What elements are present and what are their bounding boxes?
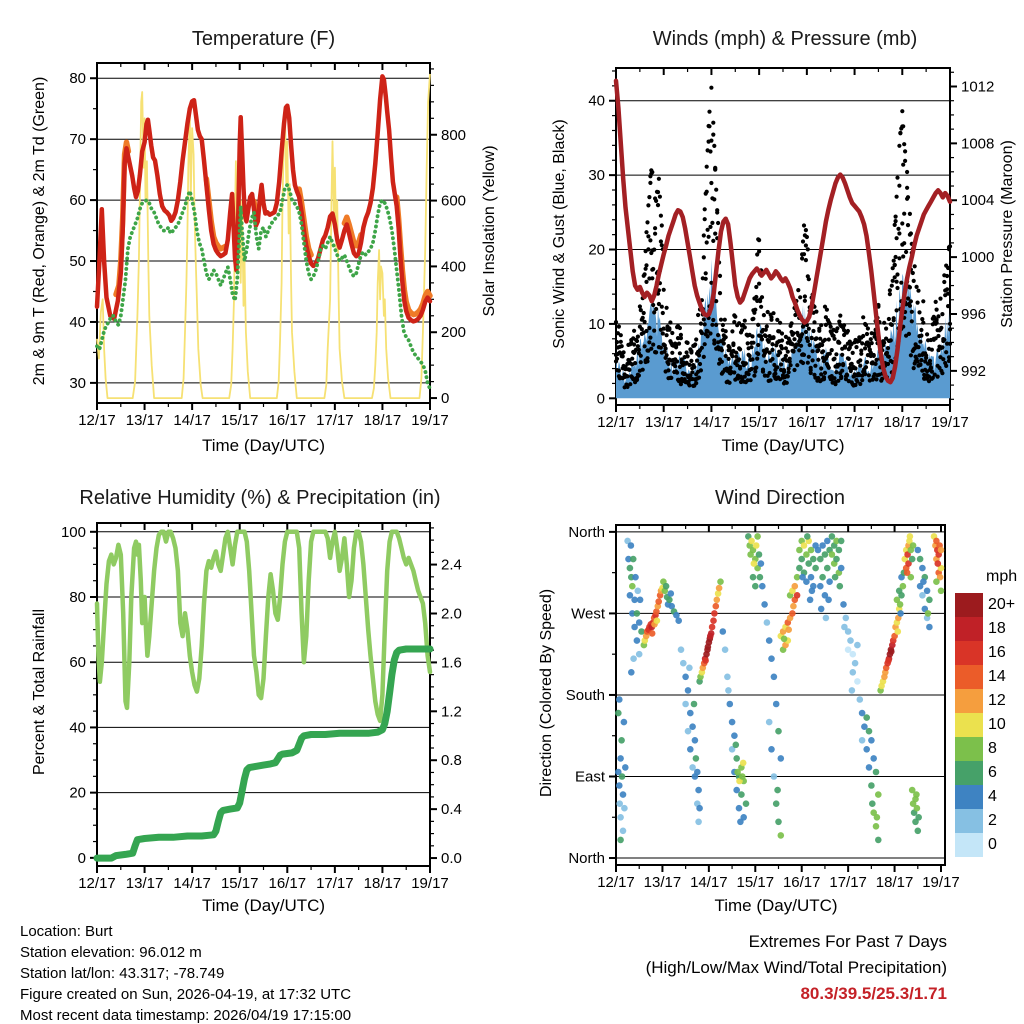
- y-tick-label: 30: [69, 374, 86, 392]
- x-tick-label: 19/17: [411, 875, 449, 892]
- y-tick-label: 1008: [961, 135, 995, 153]
- y-tick-label: 600: [441, 192, 467, 210]
- station-metadata: [20, 921, 351, 1024]
- figure-created-timestamp: Figure created on Sun, 2026-04-19, at 17:32 UTC: [20, 986, 352, 1003]
- y-axis-label-direction-left: Direction (Colored By Speed): [538, 588, 555, 798]
- recent-data-timestamp: Most recent data timestamp: 2026/04/19 17:15:00: [20, 1007, 352, 1024]
- x-tick-label: 13/17: [125, 875, 164, 892]
- y-tick-label: 200: [441, 324, 467, 342]
- x-tick-label: 16/17: [268, 875, 307, 892]
- y-tick-label: 30: [588, 167, 605, 185]
- y-tick-label: 20: [69, 784, 86, 802]
- colorbar-units-label: mph: [986, 568, 1018, 585]
- y-axis-label-wind-left: Sonic Wind & Gust (Blue, Black): [551, 119, 568, 349]
- colorbar-cell: [955, 617, 983, 641]
- y-tick-label: 40: [69, 719, 86, 737]
- y-tick-label: 0: [77, 849, 86, 867]
- y-tick-label: 10: [588, 315, 605, 333]
- extremes-block: [555, 929, 947, 1007]
- x-tick-label: 16/17: [782, 874, 821, 891]
- y-tick-label: 0.8: [441, 752, 462, 770]
- extremes-subtitle: (High/Low/Max Wind/Total Precipitation): [645, 958, 947, 977]
- y-tick-label: 1004: [961, 192, 995, 210]
- x-tick-label: 14/17: [173, 412, 211, 429]
- y-tick-label: 40: [69, 313, 86, 331]
- colorbar-cell: [955, 713, 983, 737]
- x-tick-label: 16/17: [268, 412, 307, 429]
- colorbar-cell: [955, 809, 983, 833]
- colorbar-bin-label: 18: [988, 620, 1006, 637]
- y-tick-label: 100: [60, 523, 86, 541]
- x-tick-label: 12/17: [597, 414, 635, 431]
- wind-direction-dots: [615, 533, 944, 843]
- x-tick-label: 18/17: [363, 875, 402, 892]
- y-tick-label: 996: [961, 305, 987, 323]
- humidity-line: [97, 532, 430, 721]
- x-axis-label-temperature: Time (Day/UTC): [201, 436, 326, 455]
- x-tick-label: 17/17: [835, 414, 874, 431]
- y-tick-label: 1000: [961, 249, 995, 267]
- colorbar-bin-label: 12: [988, 692, 1006, 709]
- y-tick-label: 400: [441, 258, 467, 276]
- x-tick-label: 15/17: [736, 874, 775, 891]
- colorbar-cell: [955, 785, 983, 809]
- x-tick-label: 12/17: [78, 875, 116, 892]
- y-tick-label: 1.6: [441, 654, 462, 672]
- x-tick-label: 18/17: [883, 414, 922, 431]
- y-tick-label: 50: [69, 253, 86, 271]
- x-tick-label: 13/17: [125, 412, 164, 429]
- y-tick-label: North: [568, 523, 605, 541]
- y-tick-label: 0.4: [441, 801, 462, 819]
- station-location: Location: Burt: [20, 923, 113, 940]
- y-tick-label: 0: [596, 390, 605, 408]
- x-tick-label: 18/17: [875, 874, 914, 891]
- y-tick-label: 0.0: [441, 850, 462, 868]
- panel-title-humidity-precip: Relative Humidity (%) & Precipitation (in): [79, 487, 441, 509]
- x-tick-label: 17/17: [316, 412, 354, 429]
- colorbar-bin-label: 4: [988, 788, 997, 805]
- x-tick-label: 15/17: [220, 875, 259, 892]
- y-tick-label: North: [568, 850, 605, 868]
- colorbar-bin-label: 20+: [988, 596, 1016, 613]
- y-tick-label: East: [574, 768, 605, 786]
- y-tick-label: 1.2: [441, 703, 462, 721]
- x-tick-label: 16/17: [788, 414, 826, 431]
- y-tick-label: South: [565, 686, 605, 704]
- x-tick-label: 18/17: [363, 412, 402, 429]
- colorbar-cell: [955, 641, 983, 665]
- x-axis-label-humidity: Time (Day/UTC): [201, 896, 326, 915]
- y-axis-label-pressure-right: Station Pressure (Maroon): [999, 140, 1016, 328]
- x-tick-label: 19/17: [922, 874, 960, 891]
- panel-title-wind-direction: Wind Direction: [714, 487, 846, 509]
- colorbar-bin-label: 10: [988, 716, 1006, 733]
- x-tick-label: 13/17: [643, 874, 682, 891]
- y-tick-label: 60: [69, 192, 86, 210]
- colorbar-bin-label: 2: [988, 812, 997, 829]
- x-axis-label-winds: Time (Day/UTC): [721, 436, 845, 455]
- x-tick-label: 15/17: [740, 414, 778, 431]
- x-tick-label: 19/17: [411, 412, 449, 429]
- y-tick-label: 70: [69, 131, 86, 149]
- y-axis-label-humidity-left: Percent & Total Rainfall: [31, 609, 48, 776]
- x-tick-label: 19/17: [931, 414, 969, 431]
- x-tick-label: 14/17: [690, 874, 728, 891]
- extremes-values: 80.3/39.5/25.3/1.71: [800, 984, 947, 1003]
- x-tick-label: 17/17: [829, 874, 867, 891]
- y-axis-label-temperature-left: 2m & 9m T (Red, Orange) & 2m Td (Green): [31, 76, 48, 386]
- y-tick-label: 20: [588, 241, 605, 259]
- extremes-title: Extremes For Past 7 Days: [748, 932, 947, 951]
- colorbar-bin-label: 16: [988, 644, 1006, 661]
- x-tick-label: 13/17: [644, 414, 683, 431]
- x-tick-label: 12/17: [78, 412, 116, 429]
- colorbar-cell: [955, 593, 983, 617]
- colorbar-bin-label: 8: [988, 740, 997, 757]
- x-tick-label: 17/17: [316, 875, 354, 892]
- colorbar-bin-label: 0: [988, 836, 997, 853]
- y-tick-label: 992: [961, 362, 987, 380]
- station-latlon: Station lat/lon: 43.317; -78.749: [20, 965, 225, 982]
- y-axis-label-insolation-right: Solar Insolation (Yellow): [481, 145, 498, 317]
- y-tick-label: 1012: [961, 78, 995, 96]
- station-elevation: Station elevation: 96.012 m: [20, 944, 202, 961]
- x-tick-label: 14/17: [173, 875, 211, 892]
- y-tick-label: 80: [69, 589, 86, 607]
- y-tick-label: 2.4: [441, 556, 462, 574]
- panel-title-temperature: Temperature (F): [191, 28, 336, 50]
- x-tick-label: 15/17: [220, 412, 259, 429]
- x-tick-label: 12/17: [597, 874, 635, 891]
- y-tick-label: 0: [441, 390, 450, 408]
- x-axis-label-wind-direction: Time (Day/UTC): [714, 896, 838, 915]
- x-tick-label: 14/17: [692, 414, 731, 431]
- colorbar-bin-label: 6: [988, 764, 997, 781]
- colorbar-cell: [955, 689, 983, 713]
- y-tick-label: 60: [69, 654, 86, 672]
- colorbar-cell: [955, 833, 983, 857]
- colorbar-cell: [955, 737, 983, 761]
- y-tick-label: West: [571, 605, 605, 623]
- y-tick-label: 80: [69, 70, 86, 88]
- colorbar-bin-label: 14: [988, 668, 1006, 685]
- colorbar-cell: [955, 665, 983, 689]
- speed-colorbar: [955, 593, 983, 857]
- panel-title-winds-pressure: Winds (mph) & Pressure (mb): [652, 28, 918, 50]
- colorbar-cell: [955, 761, 983, 785]
- y-tick-label: 800: [441, 126, 467, 144]
- y-tick-label: 2.0: [441, 605, 462, 623]
- y-tick-label: 40: [588, 92, 605, 110]
